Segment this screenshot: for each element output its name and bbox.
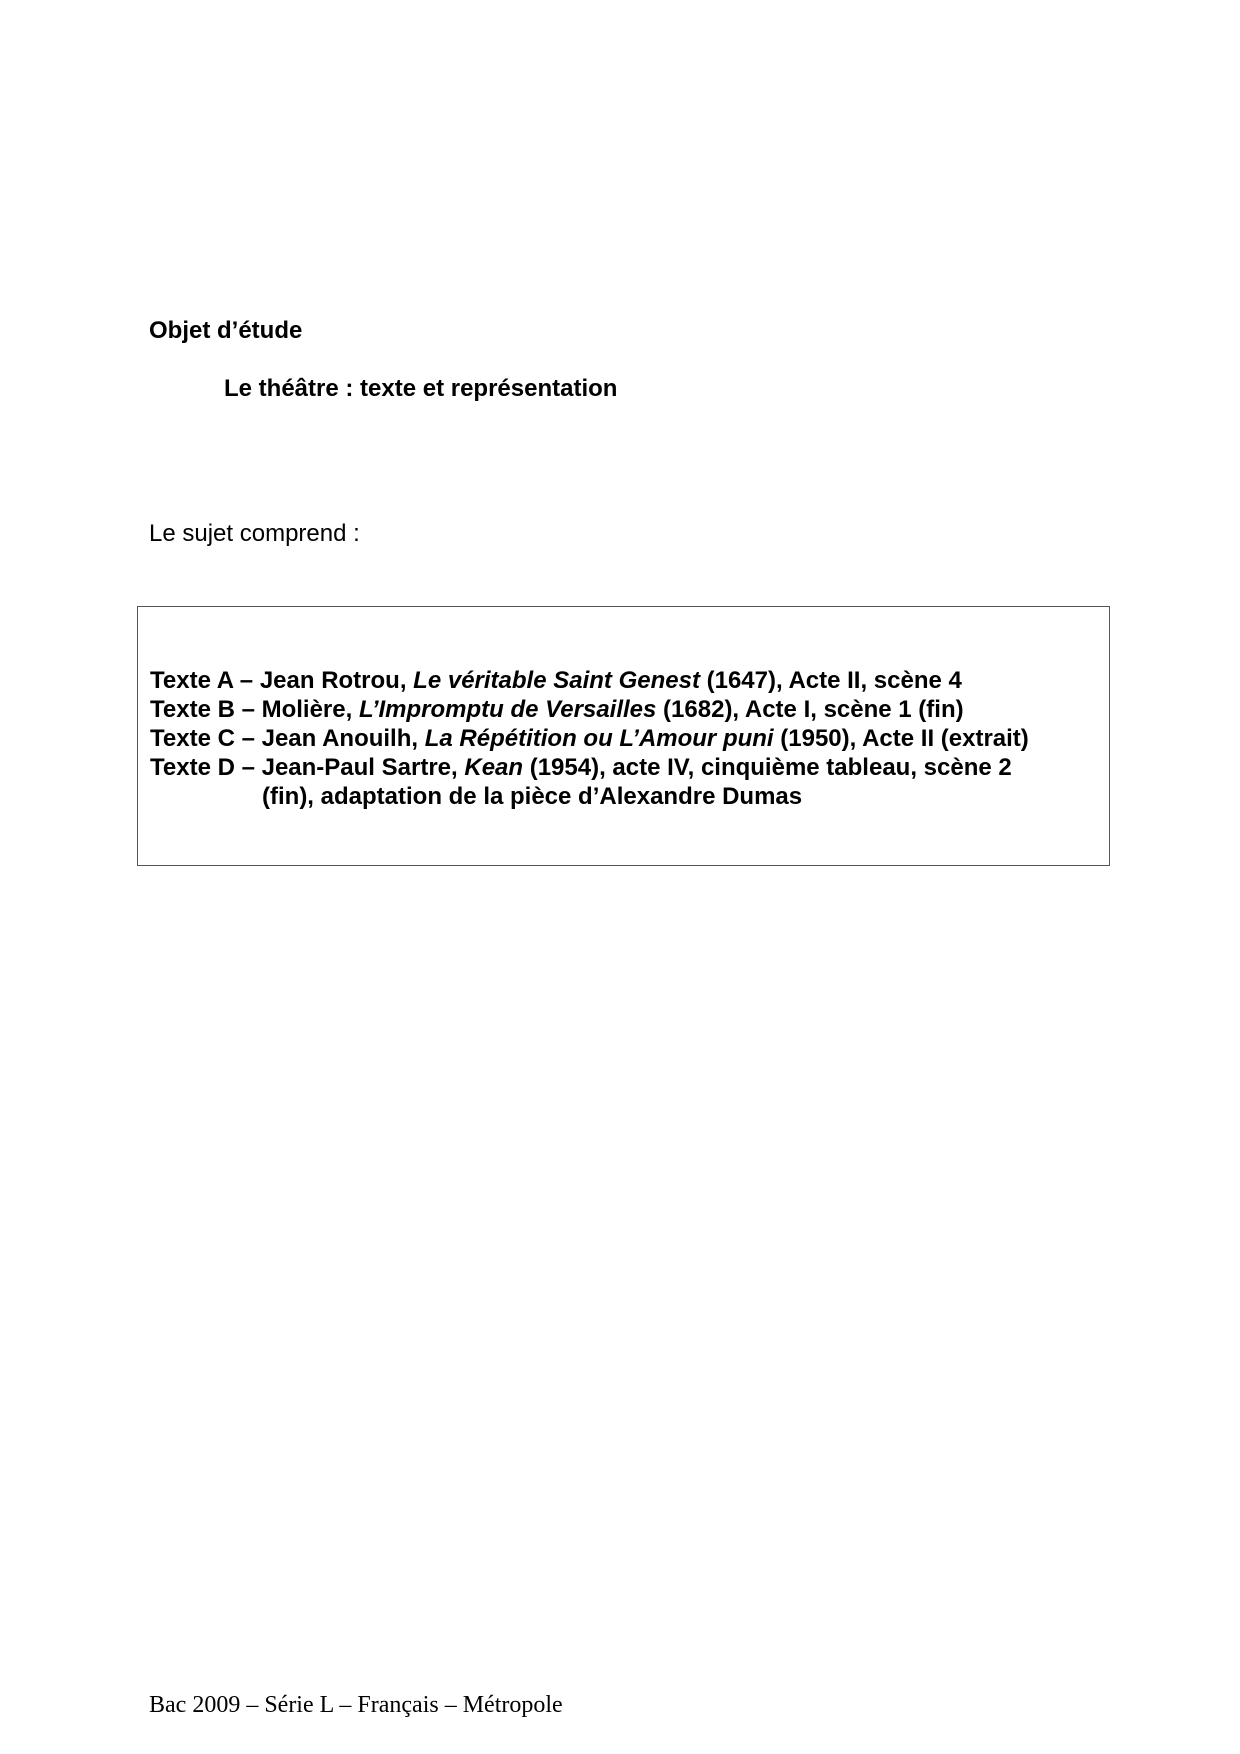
corpus-item-texte-a [150,666,1029,695]
sujet-intro: Le sujet comprend : [149,520,360,547]
corpus-item-texte-d [150,753,1029,811]
corpus-item-prefix: Texte D – Jean-Paul Sartre, [150,754,465,781]
corpus-item-work-title: Kean [464,754,524,781]
corpus-item-continuation: (fin), adaptation de la pièce d’Alexandre Dumas [262,783,803,810]
corpus-item-suffix: (1647), Acte II, scène 4 [699,667,962,694]
corpus-item-work-title: L’Impromptu de Versailles [358,696,657,723]
corpus-item-texte-c [150,724,1029,753]
corpus-item-suffix: (1950), Acte II (extrait) [773,725,1029,752]
objet-etude-label: Objet d’étude [149,317,303,344]
corpus-list [150,666,1029,811]
objet-etude-title: Le théâtre : texte et représentation [224,375,618,402]
corpus-box [137,606,1110,866]
corpus-item-work-title: Le véritable Saint Genest [413,667,700,694]
page-footer: Bac 2009 – Série L – Français – Métropole [149,1692,563,1718]
corpus-item-suffix: (1682), Acte I, scène 1 (fin) [656,696,964,723]
corpus-item-texte-b [150,695,1029,724]
corpus-item-prefix: Texte A – Jean Rotrou, [150,667,414,694]
corpus-item-prefix: Texte B – Molière, [150,696,359,723]
corpus-item-suffix: (1954), acte IV, cinquième tableau, scène 2 [523,754,1012,781]
corpus-item-prefix: Texte C – Jean Anouilh, [150,725,425,752]
corpus-item-work-title: La Répétition ou L’Amour puni [424,725,774,752]
